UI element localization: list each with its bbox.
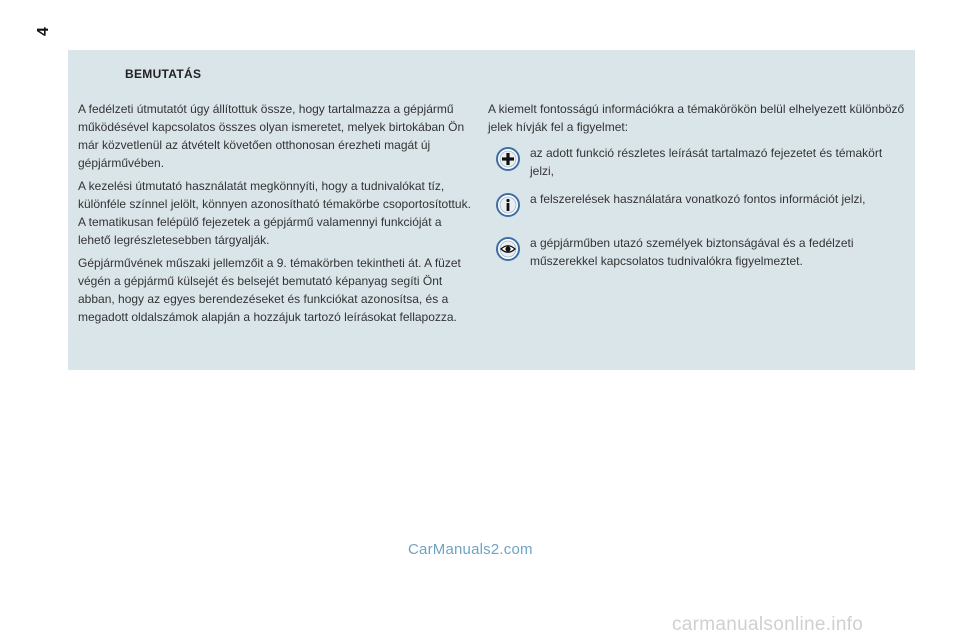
- plus-icon: [496, 147, 520, 171]
- symbols-intro: A kiemelt fontosságú információkra a témakörökön belül elhelyezett különböző jelek hívják fel a figyelmet:: [488, 102, 905, 134]
- watermark-link[interactable]: CarManuals2.com: [408, 541, 533, 558]
- symbol-description: a felszerelések használatára vonatkozó fontos információt jelzi,: [530, 192, 866, 206]
- intro-panel: [68, 50, 915, 370]
- symbol-description: az adott funkció részletes leírását tartalmazó fejezetet és témakört jelzi,: [530, 146, 883, 178]
- symbol-item-info: [488, 190, 908, 217]
- symbol-item-plus: [488, 144, 908, 180]
- page-number: 4: [35, 27, 52, 36]
- paragraph: A kezelési útmutató használatát megkönnyíti, hogy a tudnivalókat tíz, különféle színnel jelölt, könnyen azonosítható témakörbe csoportosítottuk. A tematikusan felépülő fejezetek a gépjármű valamennyi funkcióját a lehető legrészletesebben tárgyalják.: [78, 179, 471, 247]
- paragraph: A fedélzeti útmutatót úgy állítottuk össze, hogy tartalmazza a gépjármű működésével kapcsolatos összes olyan ismeretet, melyek birtokában Ön már közvetlenül az átvételt követően otthonosan érezheti magát új gépjárművében.: [78, 102, 465, 170]
- section-title: BEMUTATÁS: [125, 67, 202, 81]
- info-icon: [496, 193, 520, 217]
- eye-icon: [496, 237, 520, 261]
- symbol-description: a gépjárműben utazó személyek biztonságával és a fedélzeti műszerekkel kapcsolatos tudnivalókra figyelmeztet.: [530, 236, 854, 268]
- right-column: [488, 100, 908, 270]
- symbol-item-eye: [488, 234, 908, 270]
- paragraph: Gépjárművének műszaki jellemzőit a 9. témakörben tekintheti át. A füzet végén a gépjármű külsejét és belsejét bemutató képanyag segíti Önt abban, hogy az egyes berendezéseket és funkciókat azonosítsa, és a megadott oldalszámok alapján a hozzájuk tartozó leírásokat fellapozza.: [78, 256, 461, 324]
- footer-brand: carmanualsonline.info: [672, 614, 864, 635]
- left-column: [78, 100, 473, 331]
